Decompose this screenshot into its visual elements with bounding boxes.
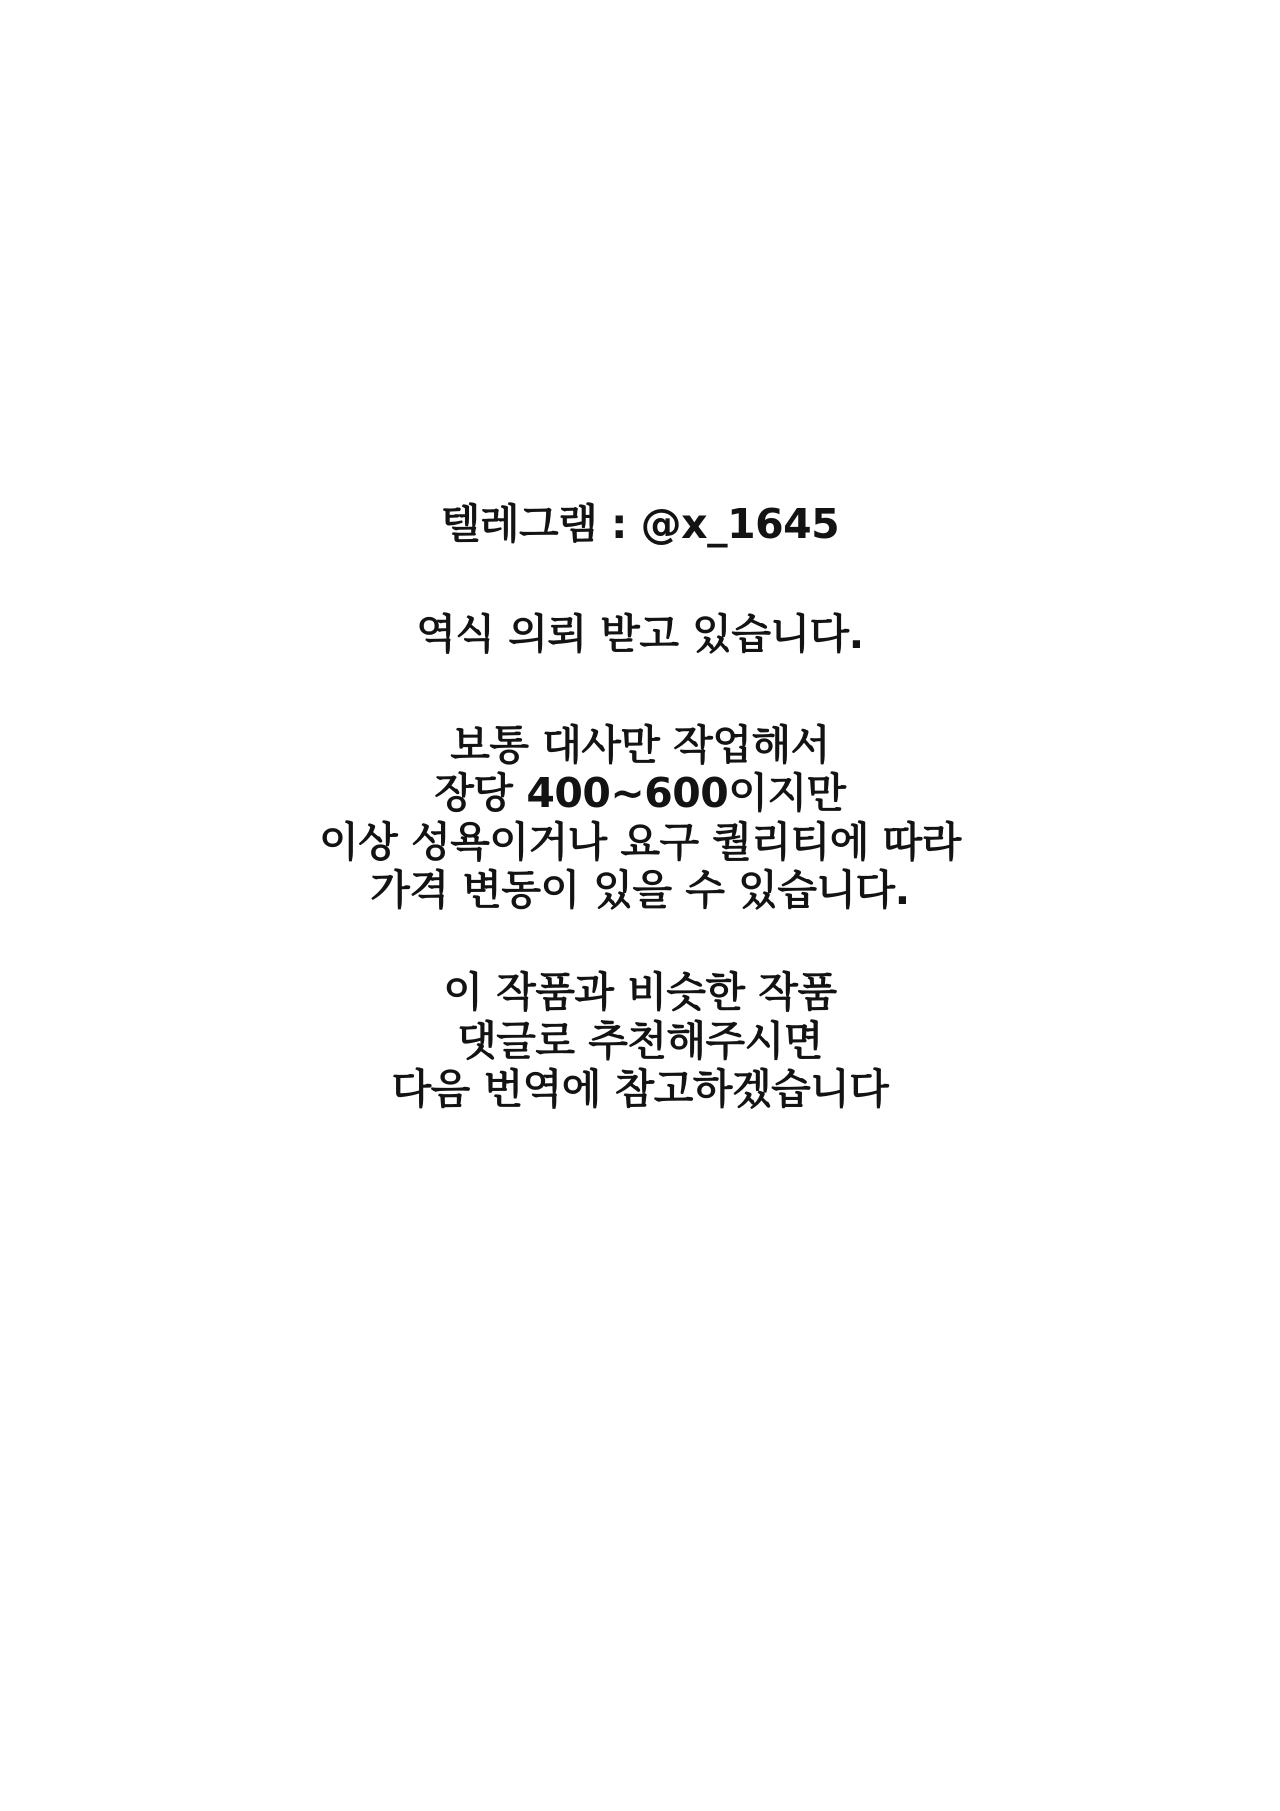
spacer	[0, 548, 1280, 610]
recommend-line-3: 다음 번역에 참고하겠습니다	[391, 1065, 889, 1113]
recommend-line-2: 댓글로 추천해주시면	[457, 1016, 823, 1065]
translator-notice	[0, 500, 1280, 1113]
recommend-line-1: 이 작품과 비슷한 작품	[443, 968, 837, 1017]
spacer	[0, 659, 1280, 721]
pricing-line-4: 가격 변동이 있을 수 있습니다.	[370, 865, 910, 914]
pricing-paragraph	[0, 721, 1280, 915]
pricing-line-1: 보통 대사만 작업해서	[450, 720, 830, 769]
pricing-line-3: 이상 성욕이거나 요구 퀄리티에 따라	[319, 817, 961, 866]
telegram-contact-line: 텔레그램 : @x_1645	[440, 500, 840, 548]
spacer	[0, 914, 1280, 968]
pricing-line-2: 장당 400~600이지만	[434, 769, 846, 818]
commission-open-line: 역식 의뢰 받고 있습니다.	[416, 610, 864, 659]
recommendation-paragraph	[0, 968, 1280, 1113]
